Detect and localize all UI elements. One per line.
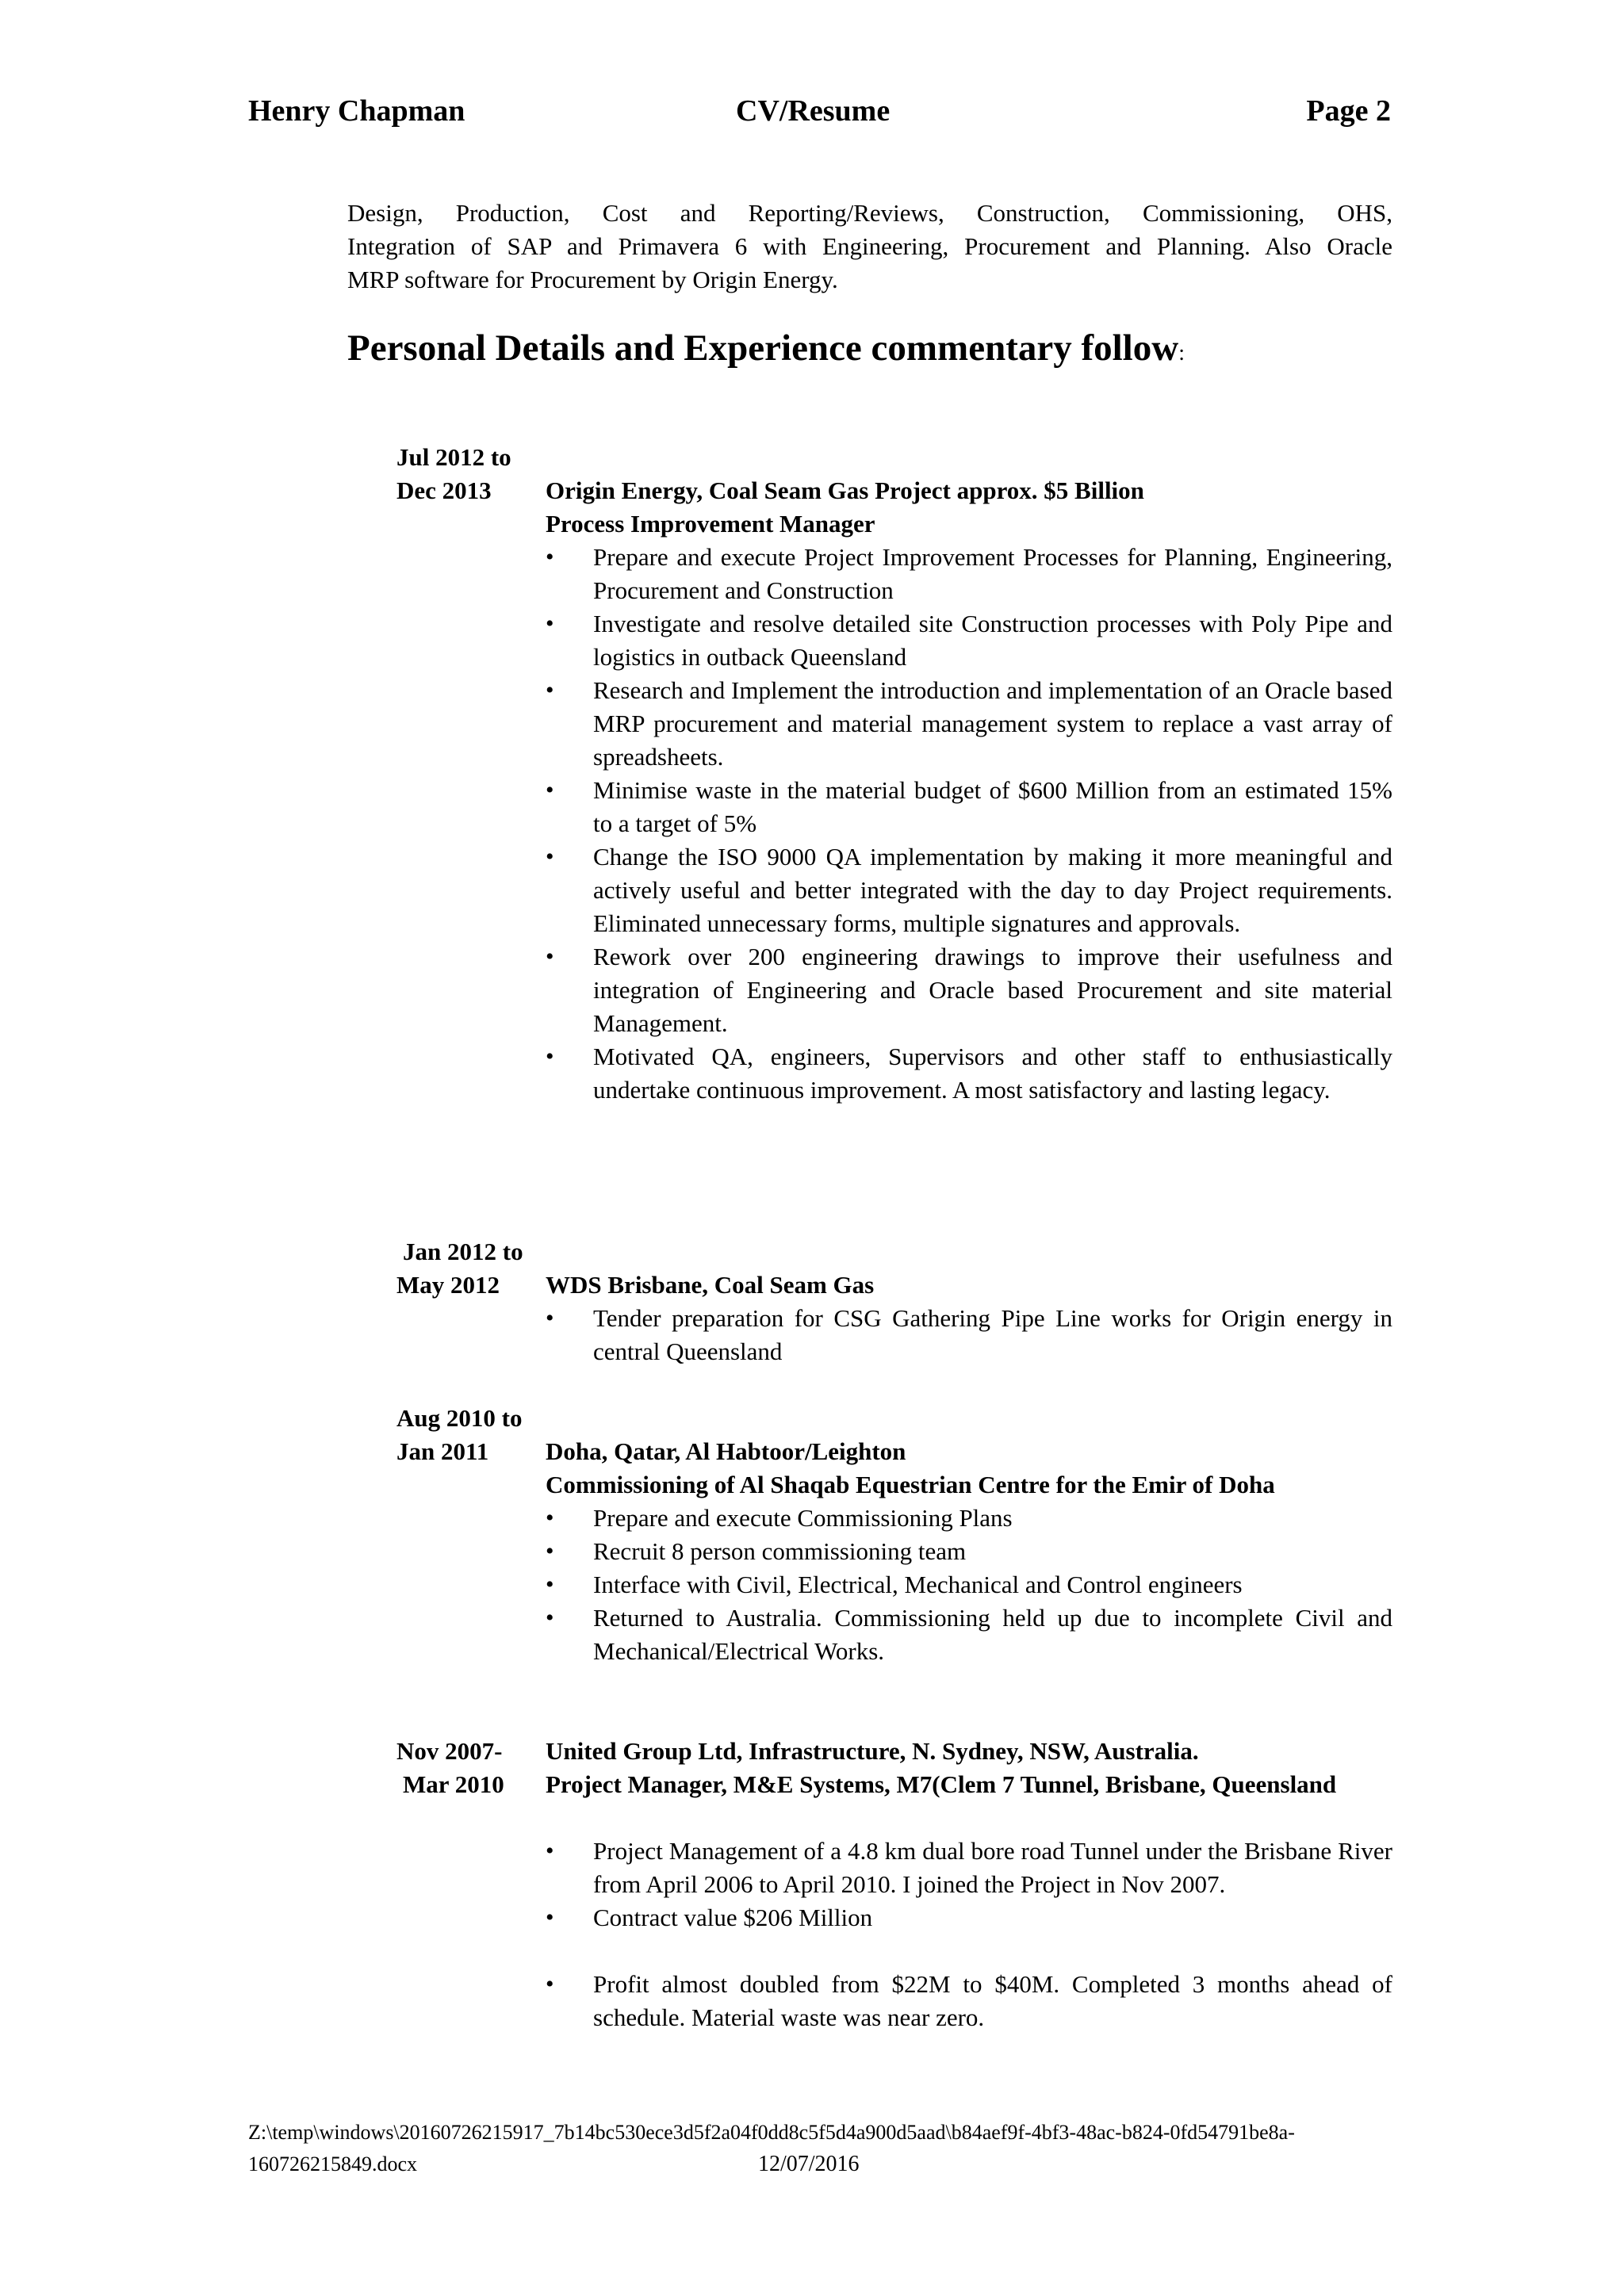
page-header: [0, 94, 1624, 141]
list-item: • Rework over 200 engineering drawings to improve their usefulness and integration of Engineering and Oracle based Procurement and site material Management.: [546, 940, 1392, 1040]
entry-date: [396, 1235, 539, 1302]
role-title: Commissioning of Al Shaqab Equestrian Centre for the Emir of Doha: [546, 1471, 1275, 1498]
date-from: Jan 2012 to: [403, 1238, 523, 1265]
author-name: Henry Chapman: [248, 94, 465, 128]
list-item: • Recruit 8 person commissioning team: [546, 1535, 1392, 1568]
footer-date: 12/07/2016: [758, 2152, 860, 2176]
list-item: • Research and Implement the introduction and implementation of an Oracle based MRP procurement and material management system to replace a vast array of spreadsheets.: [546, 674, 1392, 774]
list-item: • Returned to Australia. Commissioning held up due to incomplete Civil and Mechanical/Electrical Works.: [546, 1601, 1392, 1668]
role-title: Project Manager, M&E Systems, M7(Clem 7 Tunnel, Brisbane, Queensland: [546, 1770, 1337, 1798]
list-item: • Motivated QA, engineers, Supervisors and other staff to enthusiastically undertake continuous improvement. A most satisfactory and lasting legacy.: [546, 1040, 1392, 1107]
intro-paragraph: [347, 197, 1392, 297]
file-path-line: Z:\temp\windows\20160726215917_7b14bc530ece3d5f2a04f0dd8c5f5d4a900d5aad\b84aef9f-4bf3-48ac-b824-0fd54791be8a-: [248, 2121, 1295, 2144]
organization: WDS Brisbane, Coal Seam Gas: [546, 1271, 875, 1299]
entry-body: [546, 1735, 1392, 2034]
bullet-list: [546, 1835, 1392, 1934]
bullet-list: [546, 541, 1392, 1107]
entry-date: [396, 1402, 539, 1468]
bullet-list: [546, 1502, 1392, 1668]
entry-date: [396, 1735, 539, 1801]
document-type: CV/Resume: [736, 94, 891, 128]
bullet-list: [546, 1968, 1392, 2034]
list-item: • Change the ISO 9000 QA implementation by making it more meaningful and actively useful and better integrated with the day to day Project requirements. Eliminated unnecessary forms, multiple signatures and approvals.: [546, 840, 1392, 940]
list-item: • Prepare and execute Commissioning Plans: [546, 1502, 1392, 1535]
list-item: • Minimise waste in the material budget of $600 Million from an estimated 15% to a target of 5%: [546, 774, 1392, 840]
list-item: • Interface with Civil, Electrical, Mechanical and Control engineers: [546, 1568, 1392, 1601]
intro-line: Design, Production, Cost and Reporting/Reviews, Construction, Commissioning, OHS,: [347, 199, 1392, 227]
date-to: May 2012: [396, 1271, 500, 1299]
date-to: Mar 2010: [403, 1770, 504, 1798]
file-path-line: 160726215849.docx: [248, 2152, 418, 2175]
organization: United Group Ltd, Infrastructure, N. Sydney, NSW, Australia.: [546, 1737, 1199, 1765]
date-to: Jan 2011: [396, 1437, 489, 1465]
intro-line: MRP software for Procurement by Origin Energy.: [347, 266, 838, 293]
list-item: • Tender preparation for CSG Gathering Pipe Line works for Origin energy in central Queensland: [546, 1302, 1392, 1368]
organization: Origin Energy, Coal Seam Gas Project approx. $5 Billion: [546, 476, 1144, 504]
section-title-colon: :: [1178, 341, 1185, 365]
intro-line: Integration of SAP and Primavera 6 with Engineering, Procurement and Planning. Also Oracle: [347, 232, 1392, 260]
entry-body: [546, 474, 1392, 1107]
list-item: • Profit almost doubled from $22M to $40M. Completed 3 months ahead of schedule. Material waste was near zero.: [546, 1968, 1392, 2034]
list-item: • Contract value $206 Million: [546, 1901, 1392, 1934]
date-to: Dec 2013: [396, 476, 492, 504]
entry-date: [396, 441, 539, 507]
date-from: Jul 2012 to: [396, 443, 511, 471]
section-title: [347, 327, 1185, 369]
entry-body: [546, 1435, 1392, 1668]
organization: Doha, Qatar, Al Habtoor/Leighton: [546, 1437, 906, 1465]
list-item: • Project Management of a 4.8 km dual bore road Tunnel under the Brisbane River from April 2006 to April 2010. I joined the Project in Nov 2007.: [546, 1835, 1392, 1901]
bullet-list: [546, 1302, 1392, 1368]
entry-body: [546, 1269, 1392, 1368]
list-item: • Investigate and resolve detailed site Construction processes with Poly Pipe and logistics in outback Queensland: [546, 607, 1392, 674]
section-title-text: Personal Details and Experience commentary follow: [347, 327, 1179, 369]
page-footer: [248, 2117, 1398, 2180]
date-from: Aug 2010 to: [396, 1404, 523, 1432]
role-title: Process Improvement Manager: [546, 510, 875, 538]
list-item: • Prepare and execute Project Improvement Processes for Planning, Engineering, Procurement and Construction: [546, 541, 1392, 607]
date-from: Nov 2007-: [396, 1737, 503, 1765]
page-number: Page 2: [1306, 94, 1391, 128]
